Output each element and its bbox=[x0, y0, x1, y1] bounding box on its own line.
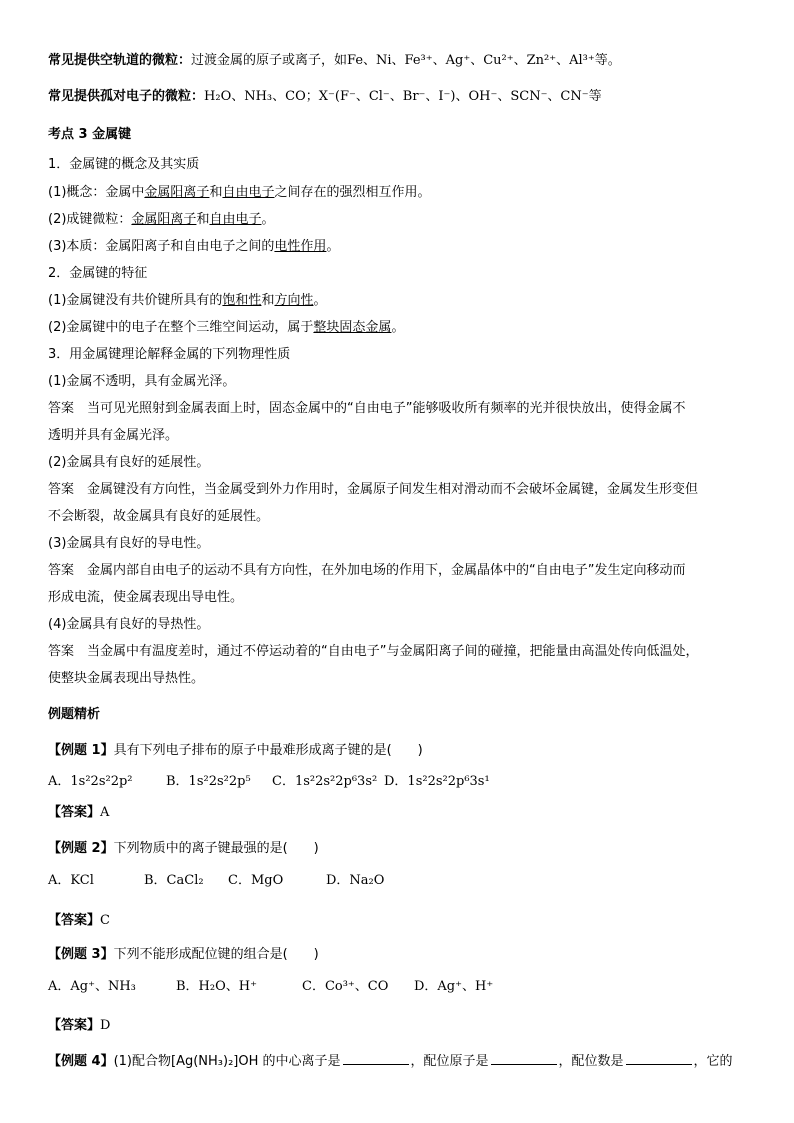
text: 之间存在的强烈相互作用。 bbox=[274, 185, 431, 200]
example-1-answer bbox=[48, 804, 754, 822]
text: 。 bbox=[261, 212, 275, 227]
s3-a1-line1: 答案 当可见光照射到金属表面上时，固态金属中的“自由电子”能够吸收所有频率的光并很快放出，使得金属不 bbox=[48, 401, 686, 416]
s3-q1: (1)金属不透明，具有金属光泽。 bbox=[48, 374, 236, 389]
answer-blank[interactable] bbox=[626, 1051, 692, 1065]
example-1-question bbox=[48, 742, 754, 760]
answer-value: C bbox=[100, 913, 110, 928]
underlined-term: 金属阳离子 bbox=[131, 212, 197, 227]
option-a: A．Ag⁺、NH₃ bbox=[48, 979, 136, 994]
example-1-options bbox=[48, 773, 754, 791]
example-1-tag: 【例题 1】 bbox=[48, 743, 114, 758]
example-2-text: 下列物质中的离子键最强的是( ) bbox=[113, 841, 319, 856]
answer-value: A bbox=[100, 805, 110, 820]
text: 。 bbox=[391, 320, 405, 335]
underlined-term: 金属阳离子 bbox=[144, 185, 210, 200]
s3-a1-line2: 透明并具有金属光泽。 bbox=[48, 428, 179, 443]
s2-p1 bbox=[48, 292, 754, 310]
text: (1)概念：金属中 bbox=[48, 185, 145, 200]
s2-p2 bbox=[48, 319, 754, 337]
s1-p1 bbox=[48, 184, 754, 202]
answer-value: D bbox=[100, 1018, 111, 1033]
option-c: C．1s²2s²2p⁶3s² bbox=[272, 774, 378, 789]
option-b: B．H₂O、H⁺ bbox=[176, 979, 257, 994]
text: 和 bbox=[196, 212, 210, 227]
lone-pair-text: H₂O、NH₃、CO；X⁻(F⁻、Cl⁻、Br⁻、I⁻)、OH⁻、SCN⁻、CN⁻等 bbox=[204, 89, 602, 104]
text: 。 bbox=[326, 239, 340, 254]
s3-a3-line2: 形成电流，使金属表现出导电性。 bbox=[48, 590, 244, 605]
underlined-term: 方向性 bbox=[274, 293, 314, 308]
empty-orbital-line bbox=[48, 52, 754, 70]
underlined-term: 电性作用 bbox=[274, 239, 327, 254]
text: (3)本质：金属阳离子和自由电子之间的 bbox=[48, 239, 275, 254]
empty-orbital-label: 常见提供空轨道的微粒： bbox=[48, 53, 192, 68]
underlined-term: 整块固态金属 bbox=[313, 320, 392, 335]
option-d: D．Na₂O bbox=[326, 873, 385, 888]
text: 和 bbox=[209, 185, 223, 200]
example-3-options bbox=[48, 978, 754, 996]
underlined-term: 饱和性 bbox=[222, 293, 262, 308]
option-d: D．1s²2s²2p⁶3s¹ bbox=[384, 774, 490, 789]
example-4-text-b: ，配位原子是 bbox=[410, 1054, 489, 1069]
text: (2)金属键中的电子在整个三维空间运动，属于 bbox=[48, 320, 314, 335]
answer-tag: 【答案】 bbox=[48, 1018, 101, 1033]
underlined-term: 自由电子 bbox=[222, 185, 275, 200]
s3-q4: (4)金属具有良好的导热性。 bbox=[48, 617, 210, 632]
s3-a3-line1: 答案 金属内部自由电子的运动不具有方向性，在外加电场的作用下，金属晶体中的“自由电子”发生定向移动而 bbox=[48, 563, 686, 578]
example-2-question bbox=[48, 840, 754, 858]
lone-pair-line bbox=[48, 88, 754, 106]
empty-orbital-text: 过渡金属的原子或离子，如Fe、Ni、Fe³⁺、Ag⁺、Cu²⁺、Zn²⁺、Al³⁺等。 bbox=[191, 53, 621, 68]
s3-q3: (3)金属具有良好的导电性。 bbox=[48, 536, 210, 551]
example-3-answer bbox=[48, 1017, 754, 1035]
s1-p3 bbox=[48, 238, 754, 256]
example-4-text-a: (1)配合物[Ag(NH₃)₂]OH 的中心离子是 bbox=[113, 1054, 341, 1069]
answer-tag: 【答案】 bbox=[48, 913, 101, 928]
text: 。 bbox=[313, 293, 327, 308]
answer-blank[interactable] bbox=[491, 1051, 557, 1065]
s1-p2 bbox=[48, 211, 754, 229]
s3-a2-line2: 不会断裂，故金属具有良好的延展性。 bbox=[48, 509, 270, 524]
example-1-text: 具有下列电子排布的原子中最难形成离子键的是( ) bbox=[113, 743, 423, 758]
example-4-text-c: ，配位数是 bbox=[558, 1054, 624, 1069]
option-c: C．Co³⁺、CO bbox=[302, 979, 389, 994]
option-a: A．1s²2s²2p² bbox=[48, 774, 133, 789]
example-2-answer bbox=[48, 912, 754, 930]
option-b: B．1s²2s²2p⁵ bbox=[166, 774, 251, 789]
example-4-question bbox=[48, 1051, 754, 1071]
s2-title: 2．金属键的特征 bbox=[48, 266, 148, 281]
lone-pair-label: 常见提供孤对电子的微粒： bbox=[48, 89, 205, 104]
text: (2)成键微粒： bbox=[48, 212, 132, 227]
example-4-tag: 【例题 4】 bbox=[48, 1054, 114, 1069]
text: 和 bbox=[261, 293, 275, 308]
example-2-tag: 【例题 2】 bbox=[48, 841, 114, 856]
s3-q2: (2)金属具有良好的延展性。 bbox=[48, 455, 210, 470]
option-b: B．CaCl₂ bbox=[144, 873, 204, 888]
example-3-question bbox=[48, 946, 754, 964]
s3-a4-line2: 使整块金属表现出导热性。 bbox=[48, 671, 205, 686]
underlined-term: 自由电子 bbox=[209, 212, 262, 227]
option-a: A．KCl bbox=[48, 873, 94, 888]
example-4-text-d: ，它的 bbox=[693, 1054, 733, 1069]
example-3-text: 下列不能形成配位键的组合是( ) bbox=[113, 947, 319, 962]
s1-title: 1．金属键的概念及其实质 bbox=[48, 157, 200, 172]
examples-heading: 例题精析 bbox=[48, 707, 101, 722]
section-heading-metal-bond: 考点 3 金属键 bbox=[48, 127, 132, 142]
example-2-options bbox=[48, 872, 754, 890]
answer-tag: 【答案】 bbox=[48, 805, 101, 820]
s3-a4-line1: 答案 当金属中有温度差时，通过不停运动着的“自由电子”与金属阳离子间的碰撞，把能量由高温处传向低温处， bbox=[48, 644, 699, 659]
option-d: D．Ag⁺、H⁺ bbox=[414, 979, 494, 994]
option-c: C．MgO bbox=[228, 873, 284, 888]
text: (1)金属键没有共价键所具有的 bbox=[48, 293, 223, 308]
example-3-tag: 【例题 3】 bbox=[48, 947, 114, 962]
s3-a2-line1: 答案 金属键没有方向性，当金属受到外力作用时，金属原子间发生相对滑动而不会破坏金属键，金属发生形变但 bbox=[48, 482, 699, 497]
answer-blank[interactable] bbox=[343, 1051, 409, 1065]
s3-title: 3．用金属键理论解释金属的下列物理性质 bbox=[48, 347, 291, 362]
